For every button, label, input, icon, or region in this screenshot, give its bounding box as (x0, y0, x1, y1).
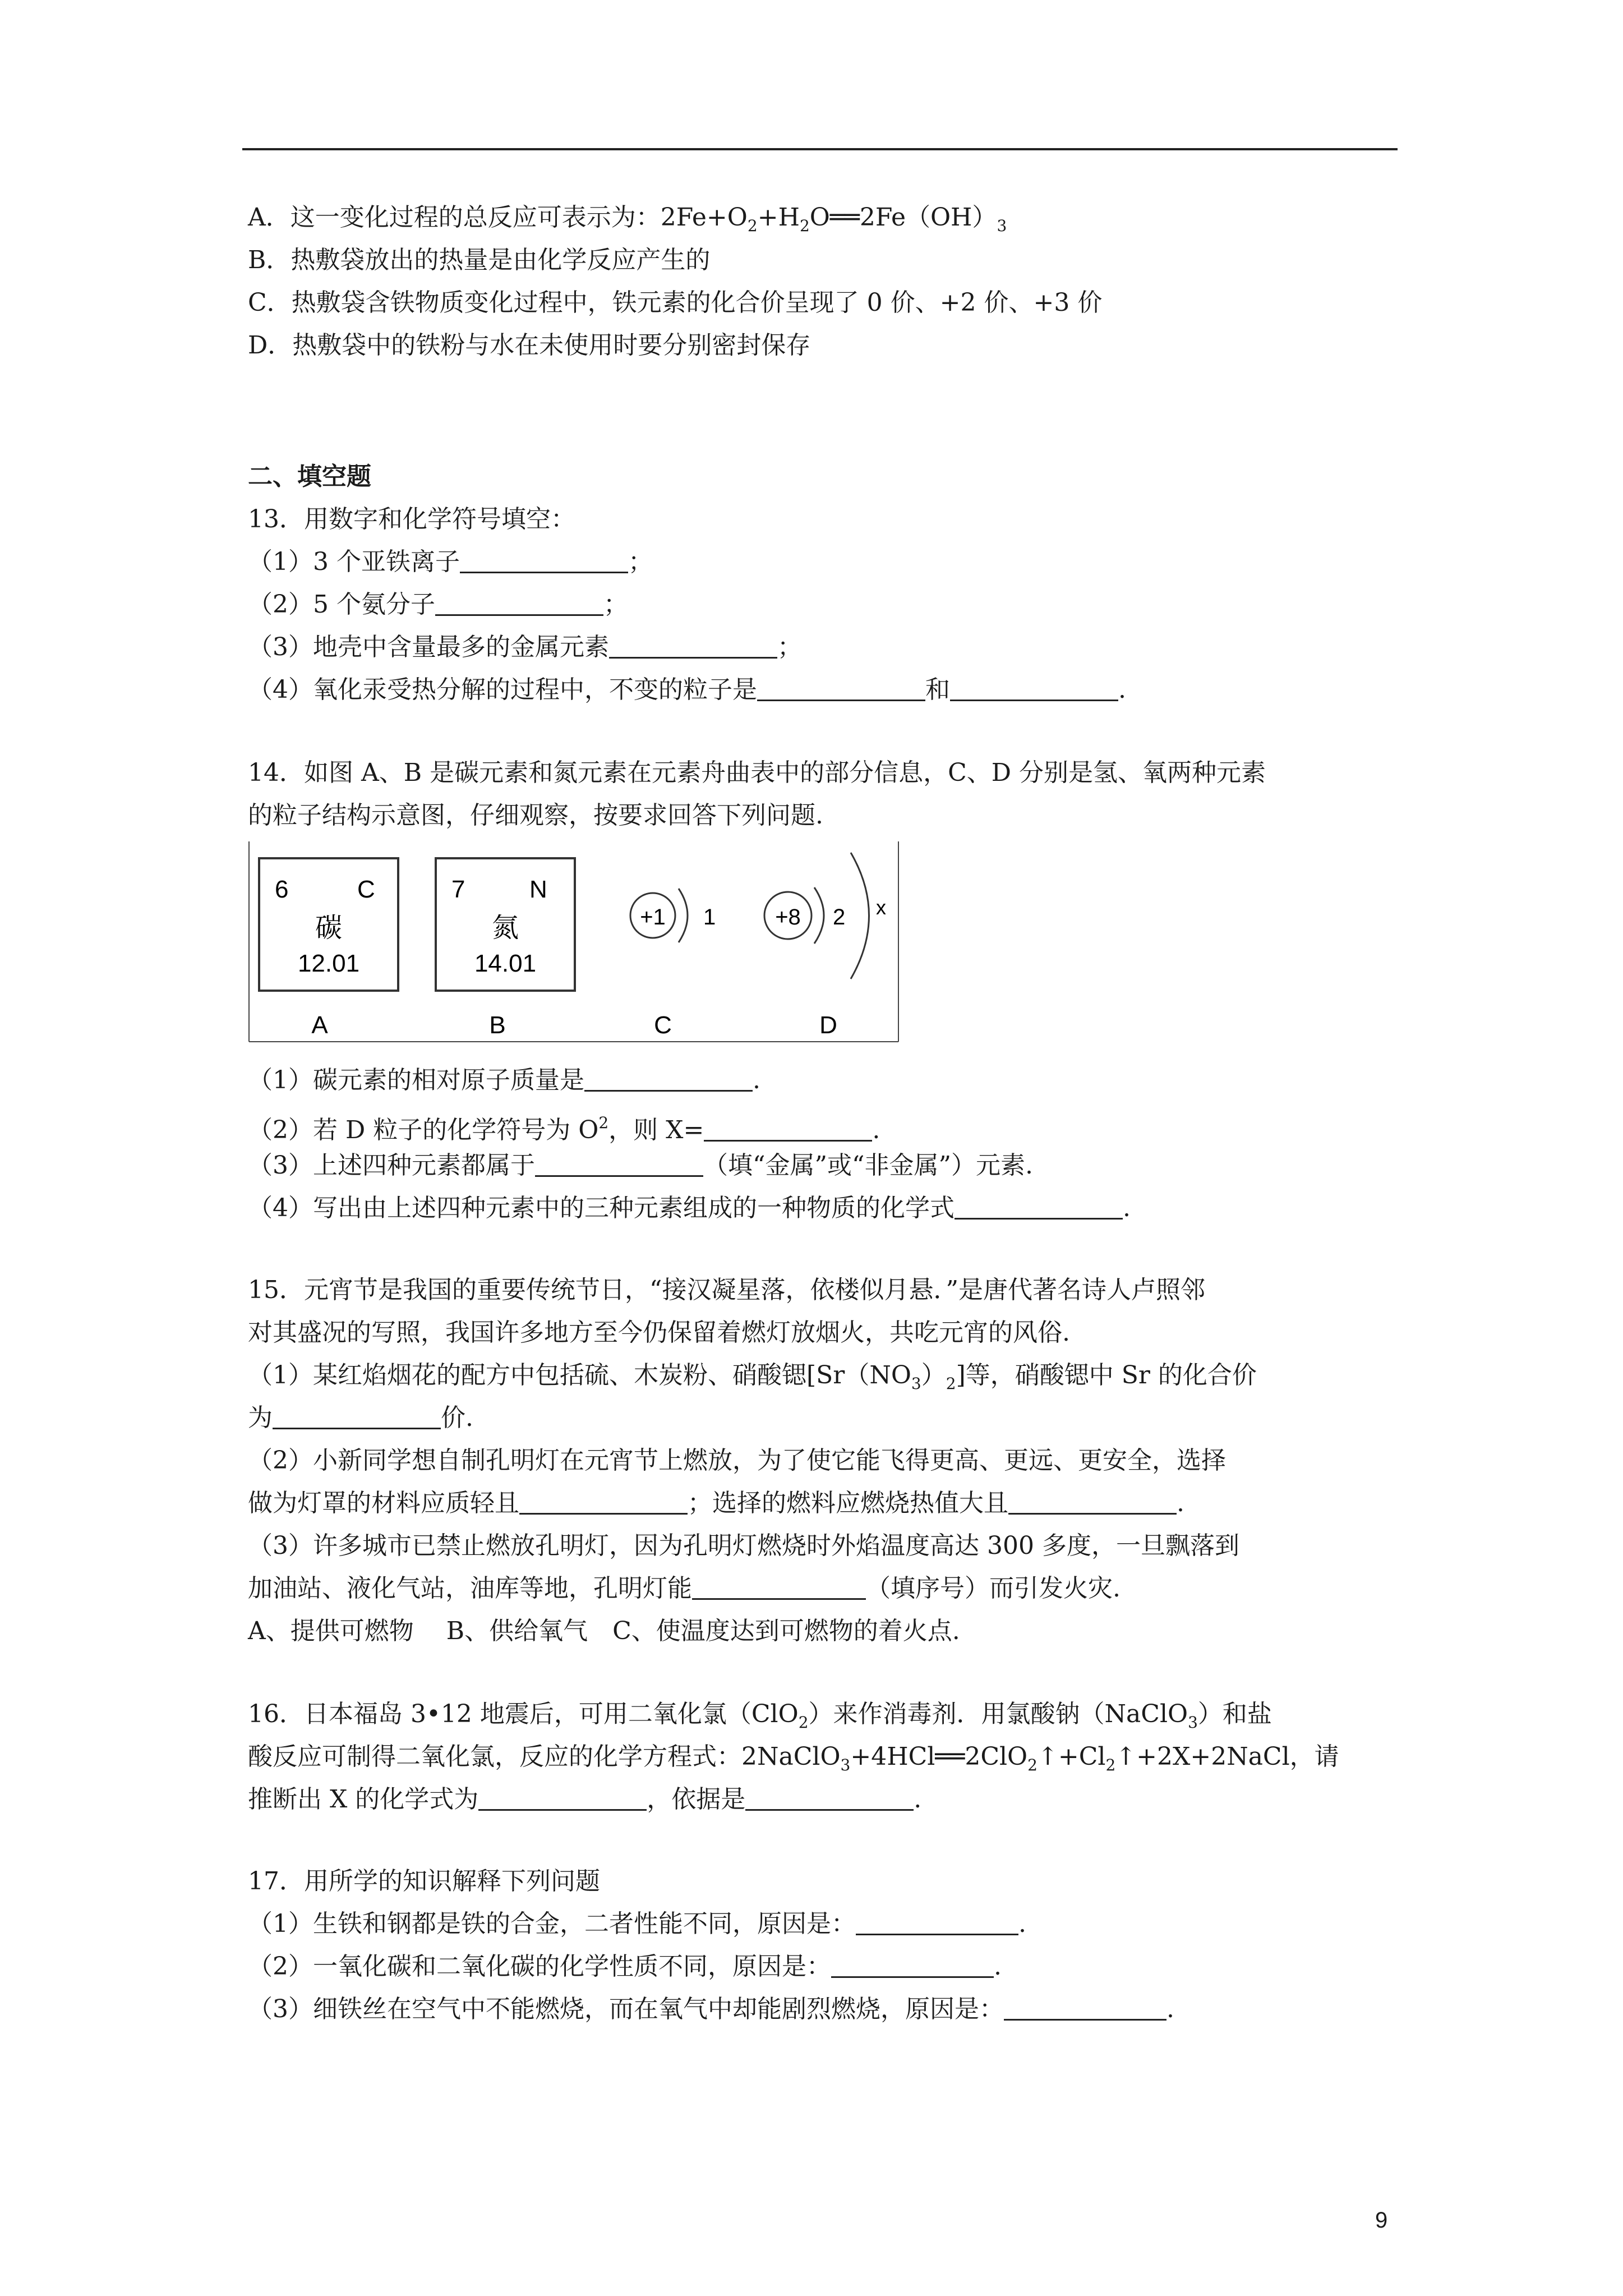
oxygen-outer-electrons: x (876, 896, 886, 919)
answer-blank[interactable] (535, 1151, 703, 1177)
q14-stem-line2: 的粒子结构示意图，仔细观察，按要求回答下列问题. (248, 801, 823, 830)
q17-part3: （3）细铁丝在空气中不能燃烧，而在氧气中却能剧烈燃烧，原因是： . (248, 1995, 1174, 2023)
q15-part3-line2: 加油站、液化气站，油库等地，孔明灯能 （填序号）而引发火灾. (248, 1574, 1121, 1603)
answer-blank[interactable] (704, 1115, 872, 1142)
q13-stem: 13．用数字和化学符号填空： (248, 505, 575, 533)
q15-part2-line2: 做为灯罩的材料应质轻且 ；选择的燃料应燃烧热值大且 . (248, 1489, 1184, 1517)
q15-part2-line1: （2）小新同学想自制孔明灯在元宵节上燃放，为了使它能飞得更高、更远、更安全，选择 (248, 1446, 1226, 1475)
hydrogen-nucleus-charge: +1 (640, 905, 666, 930)
oxygen-inner-shell (814, 887, 824, 944)
oxygen-nucleus-charge: +8 (775, 905, 801, 930)
answer-blank[interactable] (1008, 1488, 1177, 1515)
q14-stem-line1: 14．如图 A、B 是碳元素和氮元素在元素舟曲表中的部分信息，C、D 分别是氢、氧两种元素 (248, 758, 1266, 787)
answer-blank[interactable] (745, 1784, 914, 1811)
nitrogen-atomic-number: 7 (451, 876, 465, 903)
nitrogen-symbol: N (529, 876, 547, 903)
option-a: A．这一变化过程的总反应可表示为：$2Fe+O_2+H_2O══2Fe(OH)_3$ (248, 203, 1007, 235)
answer-blank[interactable] (584, 1065, 753, 1092)
q16-line2: 酸反应可制得二氧化氯，反应的化学方程式：$2NaClO_3+4HCl══2ClO_2↑+Cl_2↑+2X+2NaCl$，请 (248, 1742, 1339, 1774)
q15-part3-line1: （3）许多城市已禁止燃放孔明灯，因为孔明灯燃烧时外焰温度高达 300 多度，一旦飘落到 (248, 1531, 1239, 1560)
hydrogen-shell (679, 889, 688, 942)
nitrogen-mass: 14.01 (474, 950, 537, 977)
q14-part3: （3）上述四种元素都属于 （填“金属”或“非金属”）元素. (248, 1151, 1033, 1180)
answer-blank[interactable] (519, 1488, 688, 1515)
page-number: 9 (1375, 2208, 1388, 2233)
oxygen-outer-shell (851, 853, 869, 979)
q17-stem: 17．用所学的知识解释下列问题 (248, 1867, 600, 1895)
answer-blank[interactable] (757, 675, 925, 701)
hydrogen-shell-electrons: 1 (703, 905, 716, 930)
q15-stem-line2: 对其盛况的写照，我国许多地方至今仍保留着燃灯放烟火，共吃元宵的风俗. (248, 1318, 1070, 1347)
q17-part2: （2）一氧化碳和二氧化碳的化学性质不同，原因是： . (248, 1952, 1002, 1981)
carbon-name: 碳 (315, 912, 343, 944)
answer-blank[interactable] (692, 1573, 866, 1600)
oxygen-inner-electrons: 2 (833, 905, 846, 930)
answer-blank[interactable] (1004, 1994, 1166, 2021)
answer-blank[interactable] (856, 1909, 1018, 1935)
q14-part2: （2）若 D 粒子的化学符号为 $O^2$，则 X= . (248, 1114, 880, 1144)
answer-blank[interactable] (478, 1784, 647, 1811)
section-heading: 二、填空题 (248, 462, 371, 491)
q13-part4: （4）氧化汞受热分解的过程中，不变的粒子是 和 . (248, 675, 1126, 704)
label-b: B (489, 1011, 506, 1039)
label-a: A (311, 1011, 328, 1039)
option-d: D．热敷袋中的铁粉与水在未使用时要分别密封保存 (248, 331, 811, 360)
q13-part3: （3）地壳中含量最多的金属元素 ； (248, 633, 802, 661)
answer-blank[interactable] (950, 675, 1118, 701)
header-rule (242, 148, 1398, 150)
q17-part1: （1）生铁和钢都是铁的合金，二者性能不同，原因是： . (248, 1910, 1026, 1938)
carbon-symbol: C (357, 876, 375, 903)
element-structure-figure (248, 841, 900, 1045)
nitrogen-name: 氮 (491, 912, 519, 944)
q15-part1-line2: 为 价. (248, 1404, 473, 1432)
answer-blank[interactable] (273, 1403, 441, 1429)
q15-choices: A、提供可燃物 B、供给氧气 C、使温度达到可燃物的着火点. (248, 1617, 960, 1645)
option-b: B．热敷袋放出的热量是由化学反应产生的 (248, 246, 711, 274)
carbon-atomic-number: 6 (275, 876, 289, 903)
q15-part1-line1: （1）某红焰烟花的配方中包括硫、木炭粉、硝酸锶$[Sr(NO_3)_2]$等，硝酸锶中 Sr 的化合价 (248, 1361, 1257, 1393)
carbon-mass: 12.01 (297, 950, 360, 977)
q14-part4: （4）写出由上述四种元素中的三种元素组成的一种物质的化学式 . (248, 1194, 1131, 1222)
answer-blank[interactable] (435, 590, 603, 616)
answer-blank[interactable] (609, 632, 777, 659)
option-c: C．热敷袋含铁物质变化过程中，铁元素的化合价呈现了 0 价、+2 价、+3 价 (248, 288, 1103, 317)
answer-blank[interactable] (831, 1952, 994, 1978)
q13-part1: （1）3 个亚铁离子 ； (248, 547, 653, 576)
answer-blank[interactable] (460, 547, 628, 573)
q16-line1: 16．日本福岛 3•12 地震后，可用二氧化氯（ClO$_2$）来作消毒剂．用氯酸钠（NaClO$_3$）和盐 (248, 1700, 1272, 1732)
q13-part2: （2）5 个氨分子 ； (248, 590, 628, 619)
q14-part1: （1）碳元素的相对原子质量是 . (248, 1066, 760, 1094)
answer-blank[interactable] (955, 1193, 1123, 1220)
q16-line3: 推断出 X 的化学式为 ，依据是 . (248, 1785, 922, 1814)
label-d: D (819, 1011, 837, 1039)
q15-stem-line1: 15．元宵节是我国的重要传统节日，“接汉凝星落，依楼似月悬．”是唐代著名诗人卢照邻 (248, 1276, 1205, 1304)
label-c: C (654, 1011, 672, 1039)
